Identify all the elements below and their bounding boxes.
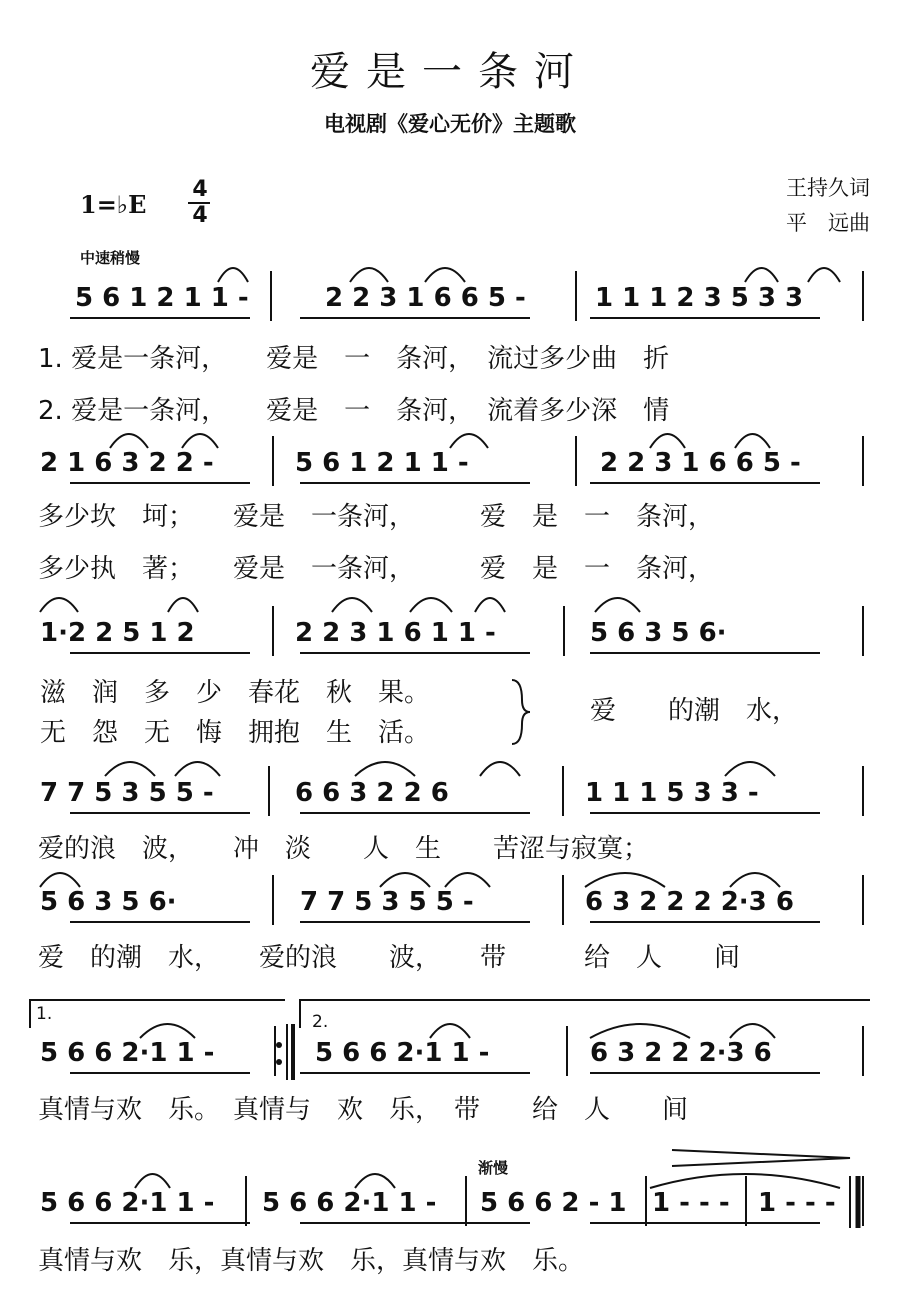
slur-mark	[595, 598, 640, 612]
lyric-brace	[512, 680, 530, 744]
slur-mark	[808, 268, 840, 282]
first-ending-label: 1.	[36, 1004, 53, 1024]
time-signature-bottom: 4	[192, 203, 208, 228]
lyric-line: 爱的浪 波， 冲 淡 人 生 苦涩与寂寞；	[38, 834, 650, 864]
lyric-line: 2. 爱是一条河， 爱是 一 条河， 流着多少深 情	[38, 396, 670, 426]
slur-mark	[105, 762, 155, 776]
measure-notes: 6 6 3 2 2 6	[295, 778, 449, 808]
slur-mark	[745, 268, 778, 282]
slur-mark	[135, 1174, 170, 1188]
composer-credit: 平 远曲	[786, 211, 870, 235]
slur-mark	[475, 598, 505, 612]
measure-notes: 2 2 3 1 6 6 5 -	[600, 448, 801, 478]
slur-mark	[140, 1024, 195, 1038]
measure-notes: 7 7 5 3 5 5 -	[300, 887, 474, 917]
slur-mark	[735, 434, 770, 448]
slur-mark	[480, 762, 520, 776]
lyric-line: 滋 润 多 少 春花 秋 果。	[40, 678, 431, 708]
slur-mark	[410, 598, 452, 612]
slur-mark	[425, 268, 465, 282]
slur-mark	[730, 873, 780, 887]
key-signature: 1=♭E	[80, 190, 147, 219]
slur-mark	[168, 598, 198, 612]
lyric-line: 真情与欢 乐。 真情与 欢 乐， 带 给 人 间	[38, 1095, 689, 1125]
measure-notes: 5 6 3 5 6·	[590, 618, 727, 648]
slur-mark	[218, 268, 248, 282]
second-ending-label: 2.	[312, 1012, 329, 1032]
lyric-line: 爱 的潮 水，	[590, 696, 799, 726]
lyric-line: 真情与欢 乐，真情与欢 乐，真情与欢 乐。	[38, 1246, 585, 1276]
decrescendo-hairpin	[672, 1150, 850, 1166]
measure-notes: 5 6 3 5 6·	[40, 887, 177, 917]
slur-mark	[110, 434, 148, 448]
second-ending-bracket	[300, 1000, 870, 1028]
lyric-line: 爱 的潮 水， 爱的浪 波， 带 给 人 间	[38, 943, 741, 973]
slur-mark	[355, 762, 415, 776]
slur-mark	[725, 762, 775, 776]
measure-notes: 2 1 6 3 2 2 -	[40, 448, 214, 478]
ritardando-marking: 渐慢	[478, 1159, 509, 1177]
slur-mark	[380, 873, 430, 887]
lyricist-credit: 王持久词	[786, 176, 870, 200]
measure-notes: 2 2 3 1 6 1 1 -	[295, 618, 496, 648]
lyric-line: 1. 爱是一条河， 爱是 一 条河， 流过多少曲 折	[38, 344, 670, 374]
measure-notes: 5 6 1 2 1 1 -	[295, 448, 469, 478]
measure-notes: 1 - - -	[758, 1188, 836, 1218]
slur-mark	[332, 598, 372, 612]
slur-mark	[430, 1024, 470, 1038]
slur-mark	[40, 598, 78, 612]
slur-mark	[350, 268, 388, 282]
slur-mark	[445, 873, 490, 887]
measure-notes: 1 - - -	[652, 1188, 730, 1218]
lyric-line: 多少执 著； 爱是 一条河， 爱 是 一 条河，	[38, 554, 715, 584]
measure-notes: 1 1 1 2 3 5 3 3	[595, 283, 804, 313]
measure-notes: 5 6 6 2·1 1 -	[262, 1188, 437, 1218]
measure-notes: 5 6 1 2 1 1 -	[75, 283, 249, 313]
measure-notes: 6 3 2 2 2 2·3 6	[585, 887, 794, 917]
song-title: 爱是一条河	[310, 49, 590, 95]
repeat-dot	[276, 1059, 282, 1065]
slur-mark	[355, 1174, 395, 1188]
slur-mark	[182, 434, 218, 448]
lyric-line: 无 怨 无 悔 拥抱 生 活。	[40, 718, 431, 748]
repeat-dot	[276, 1042, 282, 1048]
time-signature-top: 4	[192, 177, 208, 202]
measure-notes: 5 6 6 2·1 1 -	[315, 1038, 490, 1068]
slur-mark	[175, 762, 220, 776]
slur-mark	[585, 873, 665, 887]
slur-mark	[40, 873, 80, 887]
measure-notes: 5 6 6 2·1 1 -	[40, 1188, 215, 1218]
measure-notes: 1 1 1 5 3 3 -	[585, 778, 759, 808]
measure-notes: 1·2 2 5 1 2	[40, 618, 195, 648]
measure-notes: 5 6 6 2·1 1 -	[40, 1038, 215, 1068]
measure-notes: 5 6 6 2 - 1	[480, 1188, 627, 1218]
first-ending-bracket	[30, 1000, 285, 1028]
lyric-line: 多少坎 坷； 爱是 一条河， 爱 是 一 条河，	[38, 502, 715, 532]
slur-mark	[450, 434, 488, 448]
measure-notes: 7 7 5 3 5 5 -	[40, 778, 214, 808]
measure-notes: 6 3 2 2 2·3 6	[590, 1038, 772, 1068]
song-subtitle: 电视剧《爱心无价》主题歌	[324, 112, 576, 136]
slur-mark	[650, 434, 685, 448]
measure-notes: 2 2 3 1 6 6 5 -	[325, 283, 526, 313]
slur-mark	[650, 1174, 840, 1188]
slur-mark	[590, 1024, 690, 1038]
tempo-marking: 中速稍慢	[80, 249, 141, 267]
slur-mark	[730, 1024, 775, 1038]
